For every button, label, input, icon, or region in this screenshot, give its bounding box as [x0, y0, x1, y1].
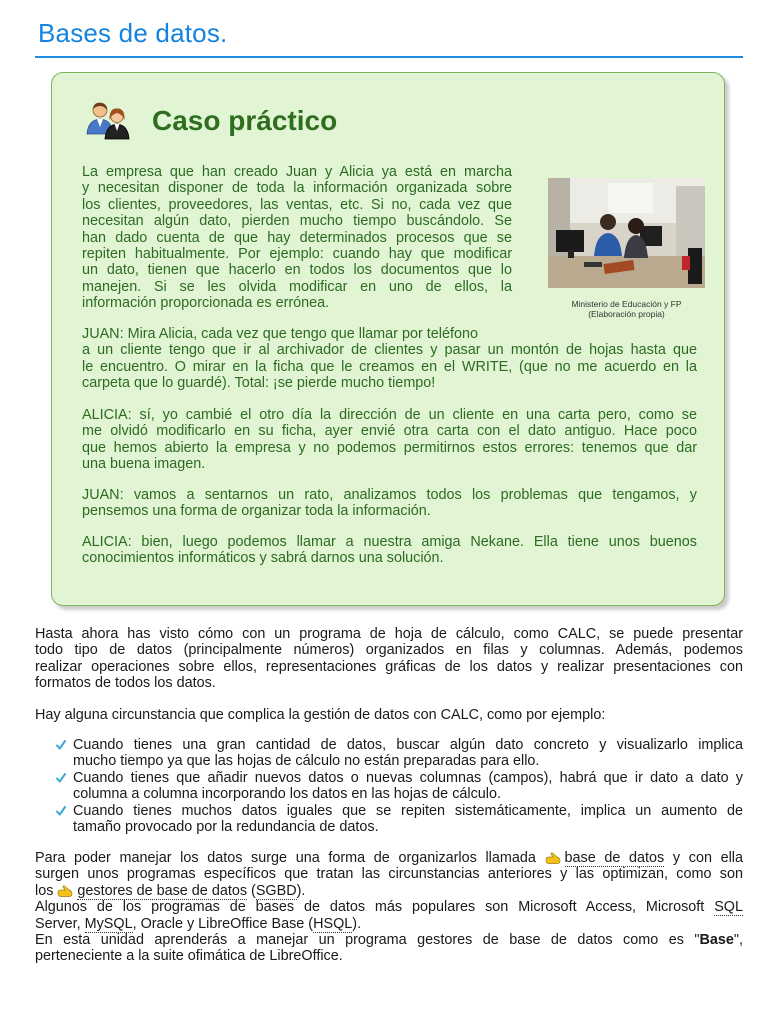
- list-item: Cuando tienes muchos datos iguales que se repiten sistemáticamente, implica un aumento de tamaño provocado por la redundancia de datos.: [55, 803, 743, 836]
- glossary-link-gestores[interactable]: gestores de base de datos: [77, 882, 248, 899]
- dialogue-juan-2: JUAN: vamos a sentarnos un rato, analizamos todos los problemas que tengamos, y pensemos una forma de organizar toda la información.: [82, 487, 697, 520]
- office-photo: [548, 178, 705, 288]
- circumstances-intro: Hay alguna circunstancia que complica la gestión de datos con CALC, como por ejemplo:: [35, 707, 606, 723]
- abbr-sql[interactable]: SQL: [714, 899, 743, 916]
- intro-paragraph: Hasta ahora has visto cómo con un programa de hoja de cálculo, como CALC, se puede presentar todo tipo de datos (principalmente números) organizados en filas y columnas. Además, podemos realizar operaciones sobre ellos, representaciones gráficas de los datos y realizar presentaciones con formatos de todos los datos.: [35, 626, 743, 692]
- dialogue-alicia-2: ALICIA: bien, luego podemos llamar a nuestra amiga Nekane. Ella tiene unos buenos conocimientos informáticos y sabrá darnos una solución.: [82, 534, 697, 567]
- check-icon: [55, 772, 67, 784]
- page-header: [35, 18, 743, 58]
- abbr-hsql[interactable]: HSQL: [313, 915, 353, 932]
- dialogue-alicia-1: ALICIA: sí, yo cambié el otro día la dirección de un cliente en una carta pero, como se me olvidó modificarlo en su ficha, ayer envié otra carta con el dato antiguo. Hace poco que hemos abierto la empresa y no podemos permitirnos estos errores: tenemos que dar una buena imagen.: [82, 407, 697, 473]
- photo-caption: Ministerio de Educación y FP (Elaboración propia): [571, 299, 682, 319]
- case-study-box: [51, 72, 725, 606]
- glossary-link-base-de-datos[interactable]: base de datos: [564, 850, 665, 866]
- dialogue-juan-1: JUAN: Mira Alicia, cada vez que tengo que llamar por teléfono a un cliente tengo que ir al archivador de clientes y pasar un montón de hojas hasta que le encuentro. O mirar en la ficha que le creamos en el WRITE, (que no me acuerdo en la carpeta que lo guardé). Total: ¡se pierde mucho tiempo!: [82, 326, 697, 392]
- base-program-name: Base: [699, 932, 734, 949]
- abbr-sgbd[interactable]: SGBD: [255, 882, 297, 899]
- list-item: Cuando tienes que añadir nuevos datos o nuevas columnas (campos), habrá que ir dato a dato y columna a columna incorporando los datos en las hojas de cálculo.: [55, 770, 743, 803]
- check-icon: [55, 739, 67, 751]
- page-title: Bases de datos.: [38, 18, 228, 48]
- abbr-mysql[interactable]: MySQL: [84, 915, 133, 932]
- check-icon: [55, 805, 67, 817]
- case-study-title: Caso práctico: [152, 105, 338, 136]
- circumstances-list: [55, 737, 743, 835]
- glossary-hand-icon: [57, 884, 73, 897]
- people-icon: [84, 100, 132, 140]
- list-item: Cuando tienes una gran cantidad de datos, buscar algún dato concreto y visualizarlo implica mucho tiempo ya que las hojas de cálculo no están preparadas para ello.: [55, 737, 743, 770]
- database-paragraph: Para poder manejar los datos surge una forma de organizarlos llamada base de datos y con ella surgen unos programas específicos que tratan las circunstancias anteriores y las optimizan, como son los gestores de base de datos (SGBD). Algunos de los programas de bases de datos más populares son Microsoft Access, Microsoft SQL Server, MySQL, Oracle y LibreOffice Base (HSQL). En esta unidad aprenderás a manejar un programa gestores de base de datos como es "Base", perteneciente a la suite ofimática de LibreOffice.: [35, 850, 743, 965]
- case-intro: La empresa que han creado Juan y Alicia ya está en marcha y necesitan disponer de toda la información organizada sobre los clientes, proveedores, las ventas, etc. Si no, cada vez que necesitan algún dato, pierden mucho tiempo buscándolo. Se han dado cuenta de que hay determinados procesos que se repiten habitualmente. Por ejemplo: cuando hay que modificar un dato, tienen que hacerlo en todos los documentos que lo manejen. Si se les olvida modificar en uno de ellos, la información proporcionada es errónea.: [82, 164, 512, 312]
- glossary-hand-icon: [545, 851, 561, 864]
